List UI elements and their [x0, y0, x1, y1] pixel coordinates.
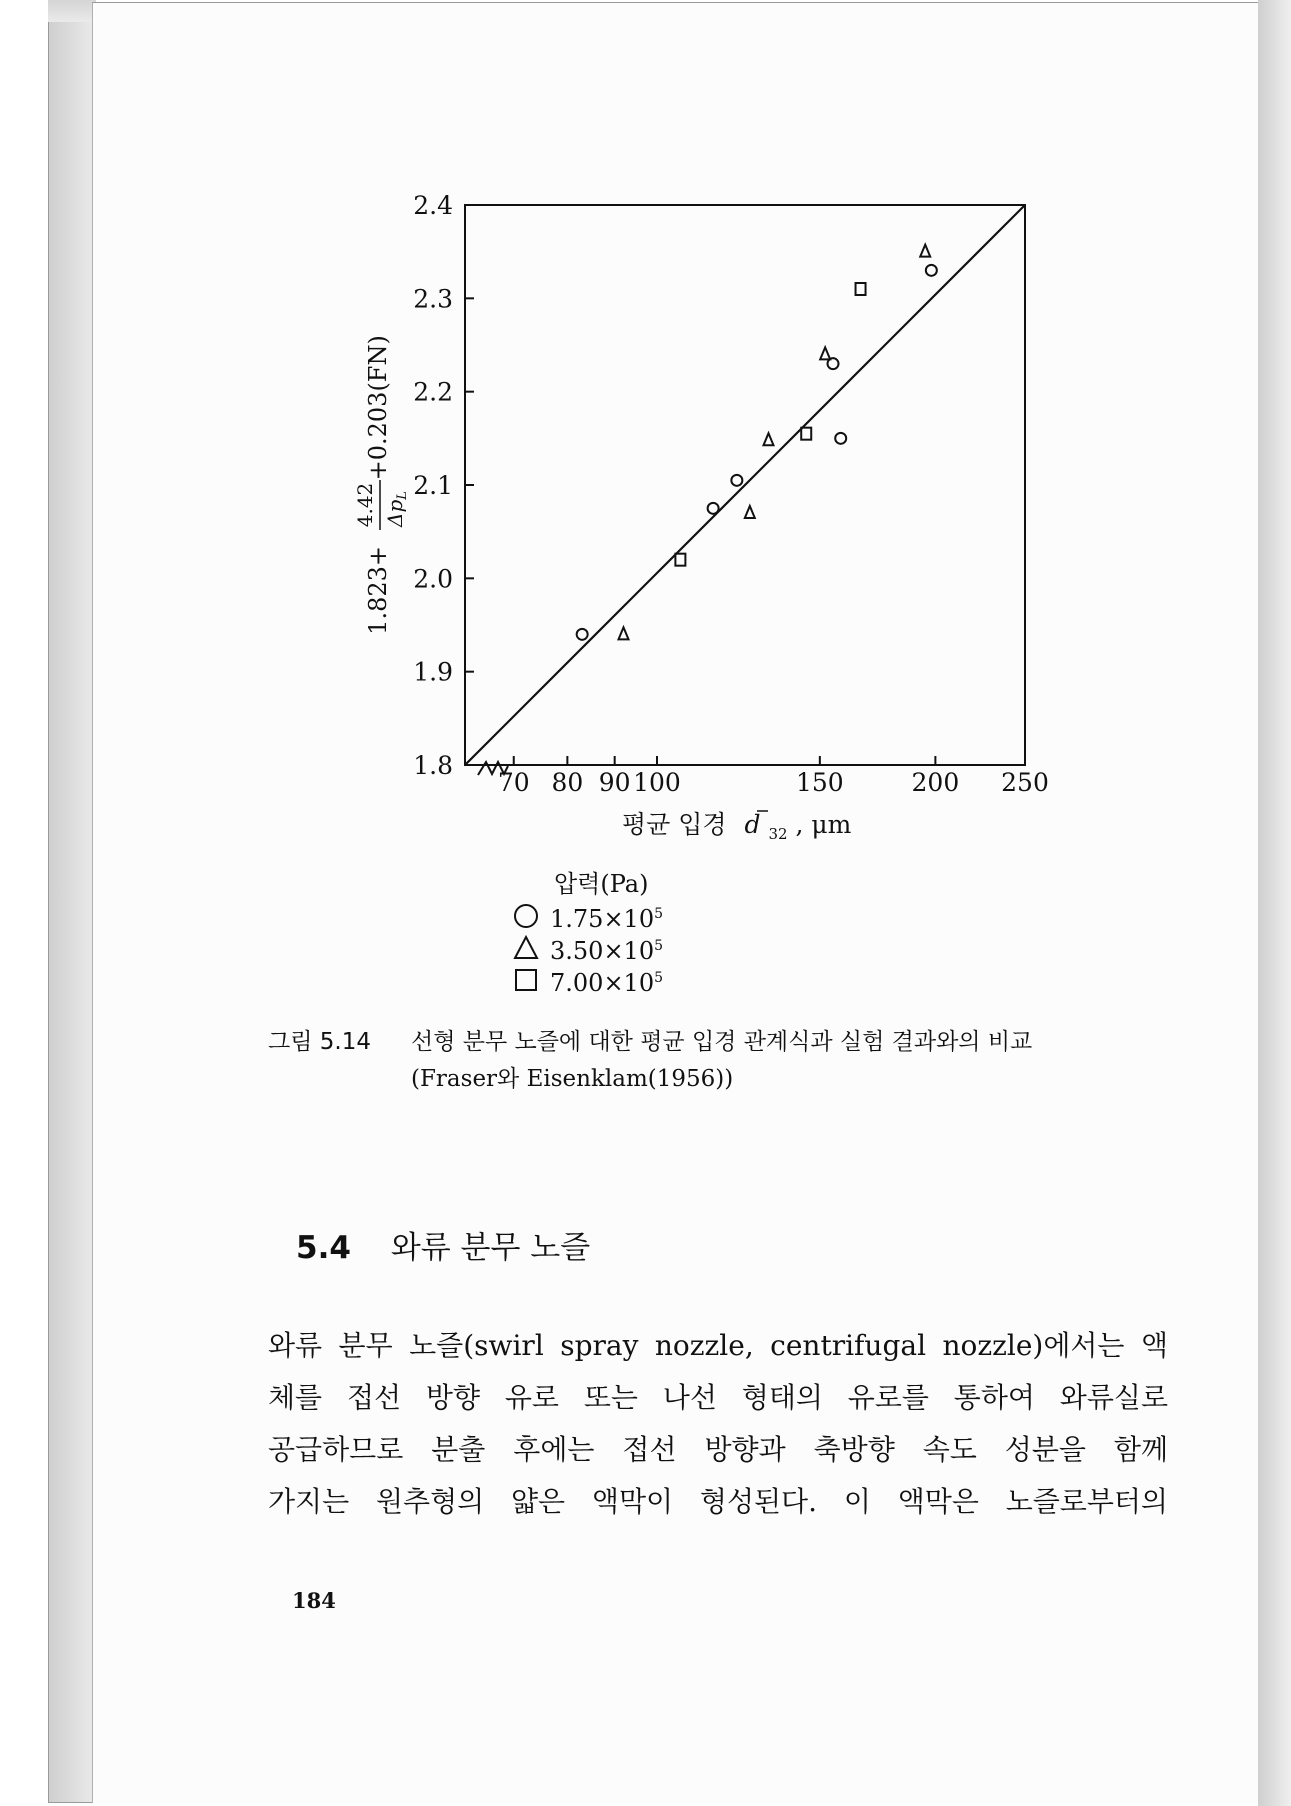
y-tick-label: 1.9 [413, 657, 453, 687]
triangle-data-point [920, 245, 930, 257]
y-tick-label: 2.3 [413, 284, 453, 314]
y-tick-label: 1.8 [413, 751, 453, 780]
x-axis-label: 평균 입경 d $_{32}$ , μm [622, 810, 852, 843]
legend-item [510, 932, 663, 964]
y-tick-label: 2.4 [413, 191, 453, 220]
x-tick-label: 90 [598, 768, 631, 797]
body-line: 와류 분무 노즐(swirl spray nozzle, centrifugal nozzle)에서는 액 [268, 1329, 1168, 1362]
square-data-point [856, 283, 866, 295]
page-number: 184 [292, 1588, 336, 1613]
svg-text:ΔpL: $\Delta p_L$ [383, 491, 410, 527]
y-tick-label: 2.1 [413, 471, 453, 500]
legend-item [510, 964, 663, 996]
triangle-data-point [619, 627, 629, 639]
triangle-data-point [820, 347, 830, 359]
legend-item-label: $1.75\times 10^5$ [550, 904, 664, 933]
square-data-point [801, 428, 811, 440]
x-tick-label: 70 [497, 768, 530, 797]
chart-legend [510, 868, 663, 996]
y-axis-label [353, 335, 410, 635]
legend-item-label: $3.50\times 10^5$ [550, 936, 664, 965]
circle-data-point [731, 475, 742, 486]
square-data-point [675, 554, 685, 566]
square-marker-icon [510, 964, 550, 996]
legend-title: 압력(Pa) [554, 870, 649, 898]
triangle-data-point [745, 506, 755, 518]
circle-data-point [835, 433, 846, 444]
triangle-marker-icon [510, 932, 550, 964]
body-line: 가지는 원추형의 얇은 액막이 형성된다. 이 액막은 노즐로부터의 [268, 1485, 1168, 1518]
x-tick-label: 250 [1001, 768, 1049, 797]
x-tick-label: 100 [633, 768, 681, 797]
legend-item [510, 900, 663, 932]
caption-label: 그림 5.14 [268, 1029, 371, 1055]
y-tick-label: 2.0 [413, 564, 453, 594]
body-line: 공급하므로 분출 후에는 접선 방향과 축방향 속도 성분을 함께 [268, 1433, 1168, 1466]
y-tick-label: 2.2 [413, 377, 453, 407]
legend-item-label: $7.00\times 10^5$ [550, 968, 664, 997]
scatter-chart [0, 0, 1291, 860]
circle-data-point [577, 629, 588, 640]
section-number: 5.4 [296, 1230, 351, 1266]
x-tick-label: 200 [911, 768, 960, 797]
svg-text:1.823+ +0.203(FN): 1.823+ +0.203(FN) [364, 335, 392, 635]
caption-text: 선형 분무 노즐에 대한 평균 입경 관계식과 실험 결과와의 비교 [411, 1029, 1033, 1055]
section-heading [296, 1222, 590, 1267]
circle-data-point [926, 265, 937, 276]
x-tick-label: 80 [551, 768, 584, 797]
circle-marker-icon [510, 900, 550, 932]
caption-source: (Fraser와 Eisenklam(1956)) [411, 1066, 734, 1092]
svg-text:4.42: 4.42 [353, 482, 377, 528]
x-tick-label: 150 [795, 768, 844, 797]
figure-caption [268, 1024, 1032, 1098]
section-title: 와류 분무 노즐 [390, 1230, 591, 1266]
circle-data-point [708, 503, 719, 514]
body-line: 체를 접선 방향 유로 또는 나선 형태의 유로를 통하여 와류실로 [268, 1381, 1168, 1414]
fit-line [465, 205, 1025, 765]
body-paragraph [268, 1320, 1168, 1528]
triangle-data-point [763, 433, 773, 445]
